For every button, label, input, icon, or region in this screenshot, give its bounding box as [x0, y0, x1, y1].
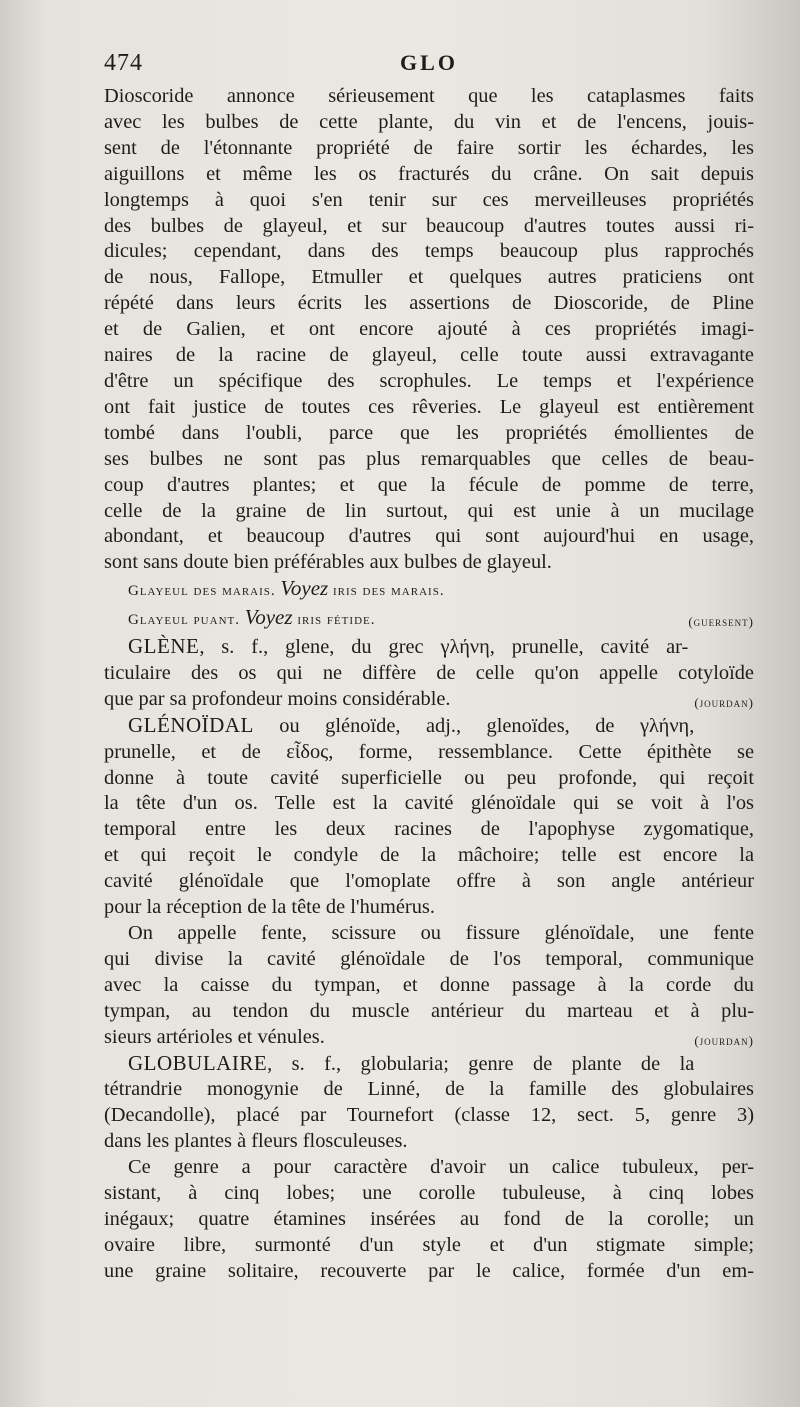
text-line [128, 634, 754, 661]
text-line: tympan, au tendon du muscle antérieur du marteau et à plu- [104, 999, 754, 1022]
entry-text: sieurs artérioles et vénules. [104, 1025, 325, 1048]
text-line: tombé dans l'oubli, parce que les propriétés émollientes de [104, 421, 754, 444]
text-line: inégaux; quatre étamines insérées au fond de la corolle; un [104, 1207, 754, 1230]
entry-glenoidal [104, 713, 754, 740]
text-line: Ce genre a pour caractère d'avoir un calice tubuleux, per- [128, 1156, 754, 1179]
text-line: dans les plantes à fleurs flosculeuses. [104, 1130, 408, 1153]
entry-text: ou glénoïde, adj., glenoïdes, de γλήνη, [279, 714, 695, 737]
text-line: celle de la graine de lin surtout, qui est unie à un mucilage [104, 499, 754, 522]
text-line: sistant, à cinq lobes; une corolle tubuleuse, à cinq lobes [104, 1182, 754, 1205]
text-line: ses bulbes ne sont pas plus remarquables que celles de beau- [104, 447, 754, 470]
text-line: (Decandolle), placé par Tournefort (classe 12, sect. 5, genre 3) [104, 1104, 754, 1127]
running-head: GLO [400, 50, 458, 75]
page-header [104, 50, 754, 84]
entry-text: que par sa profondeur moins considérable. [104, 687, 451, 710]
text-line: une graine solitaire, recouverte par le calice, formée d'un em- [104, 1259, 754, 1282]
body-text [104, 84, 754, 1285]
page-number: 474 [104, 50, 143, 76]
text-line: On appelle fente, scissure ou fissure glénoïdale, une fente [128, 922, 754, 944]
text-line: sent de l'étonnante propriété de faire sortir les échardes, les [104, 136, 754, 159]
text-line: avec les bulbes de cette plante, du vin et de l'encens, jouis- [104, 110, 754, 133]
text-line: la tête d'un os. Telle est la cavité glénoïdale qui se voit à l'os [104, 792, 754, 815]
xref-entry: Glayeul puant. [128, 612, 240, 629]
author-signature: (jourdan) [694, 694, 754, 710]
text-line: qui divise la cavité glénoïdale de l'os temporal, communique [104, 947, 754, 970]
text-line: ovaire libre, surmonté d'un style et d'un stigmate simple; [104, 1233, 754, 1256]
text-line: naires de la racine de glayeul, celle toute aussi extravagante [104, 344, 754, 367]
entry-headword: GLÉNOÏDAL [128, 712, 254, 737]
text-line: pour la réception de la tête de l'humérus. [104, 896, 435, 919]
entry-text: , s. f., globularia; genre de plante de la [267, 1052, 695, 1075]
text-line: tétrandrie monogynie de Linné, de la famille des globulaires [104, 1078, 754, 1101]
entry-headword: GLÈNE [128, 634, 200, 659]
author-signature: (guersent) [688, 614, 754, 630]
text-line: aiguillons et même les os fracturés du crâne. On sait depuis [104, 162, 754, 185]
text-line: de nous, Fallope, Etmuller et quelques autres praticiens ont [104, 266, 754, 289]
text-line [104, 1025, 754, 1051]
text-line: ticulaire des os qui ne diffère de celle qu'on appelle cotyloïde [104, 661, 754, 684]
text-line: d'être un spécifique des scrophules. Le temps et l'expérience [104, 369, 754, 392]
text-line: coup d'autres plantes; et que la fécule de pomme de terre, [104, 473, 754, 496]
xref-voyez: Voyez [244, 605, 293, 630]
text-line: longtemps à quoi s'en tenir sur ces merveilleuses propriétés [104, 188, 754, 211]
paragraph-fente-glenoidale [104, 921, 754, 947]
text-line: abondant, et beaucoup d'autres qui sont aujourd'hui en usage, [104, 525, 754, 548]
text-line: donne à toute cavité superficielle ou peu profonde, qui reçoit [104, 766, 754, 789]
text-line [104, 687, 754, 713]
text-line: temporal entre les deux racines de l'apophyse zygomatique, [104, 818, 754, 841]
paragraph-globulaire-caracteres [104, 1155, 754, 1181]
text-line: prunelle, et de εἶδος, forme, ressemblance. Cette épithète se [104, 740, 754, 763]
text-line: cavité glénoïdale que l'omoplate offre à son angle antérieur [104, 870, 754, 893]
xref-entry: Glayeul des marais. [128, 583, 276, 600]
entry-text: , s. f., glene, du grec γλήνη, prunelle, cavité ar- [199, 636, 689, 659]
xref-target: iris des marais. [332, 583, 445, 600]
xref-voyez: Voyez [280, 576, 329, 601]
xref-target: iris fétide. [297, 612, 376, 629]
text-line: avec la caisse du tympan, et donne passage à la corde du [104, 973, 754, 996]
text-line: sont sans doute bien préférables aux bulbes de glayeul. [104, 551, 552, 574]
entry-globulaire [104, 1051, 754, 1078]
paragraph-glayeul-continued [104, 84, 754, 576]
text-line: dicules; cependant, dans des temps beaucoup plus rapprochés [104, 240, 754, 263]
text-line: répété dans leurs écrits les assertions de Dioscoride, de Pline [104, 292, 754, 315]
text-line: des bulbes de glayeul, et sur beaucoup d'autres toutes aussi ri- [104, 214, 754, 237]
cross-reference-glayeul-des-marais [104, 576, 754, 605]
cross-reference-glayeul-puant [104, 605, 754, 634]
text-line [128, 1051, 754, 1078]
text-line: et de Galien, et ont encore ajouté à ces propriétés imagi- [104, 318, 754, 341]
entry-glene [104, 634, 754, 661]
text-line [128, 713, 754, 740]
text-line: et qui reçoit le condyle de la mâchoire; telle est encore la [104, 844, 754, 867]
text-line: ont fait justice de toutes ces rêveries. Le glayeul est entièrement [104, 395, 754, 418]
entry-headword: GLOBULAIRE [128, 1050, 268, 1075]
author-signature: (jourdan) [694, 1032, 754, 1048]
text-line: Dioscoride annonce sérieusement que les cataplasmes faits [104, 85, 754, 107]
